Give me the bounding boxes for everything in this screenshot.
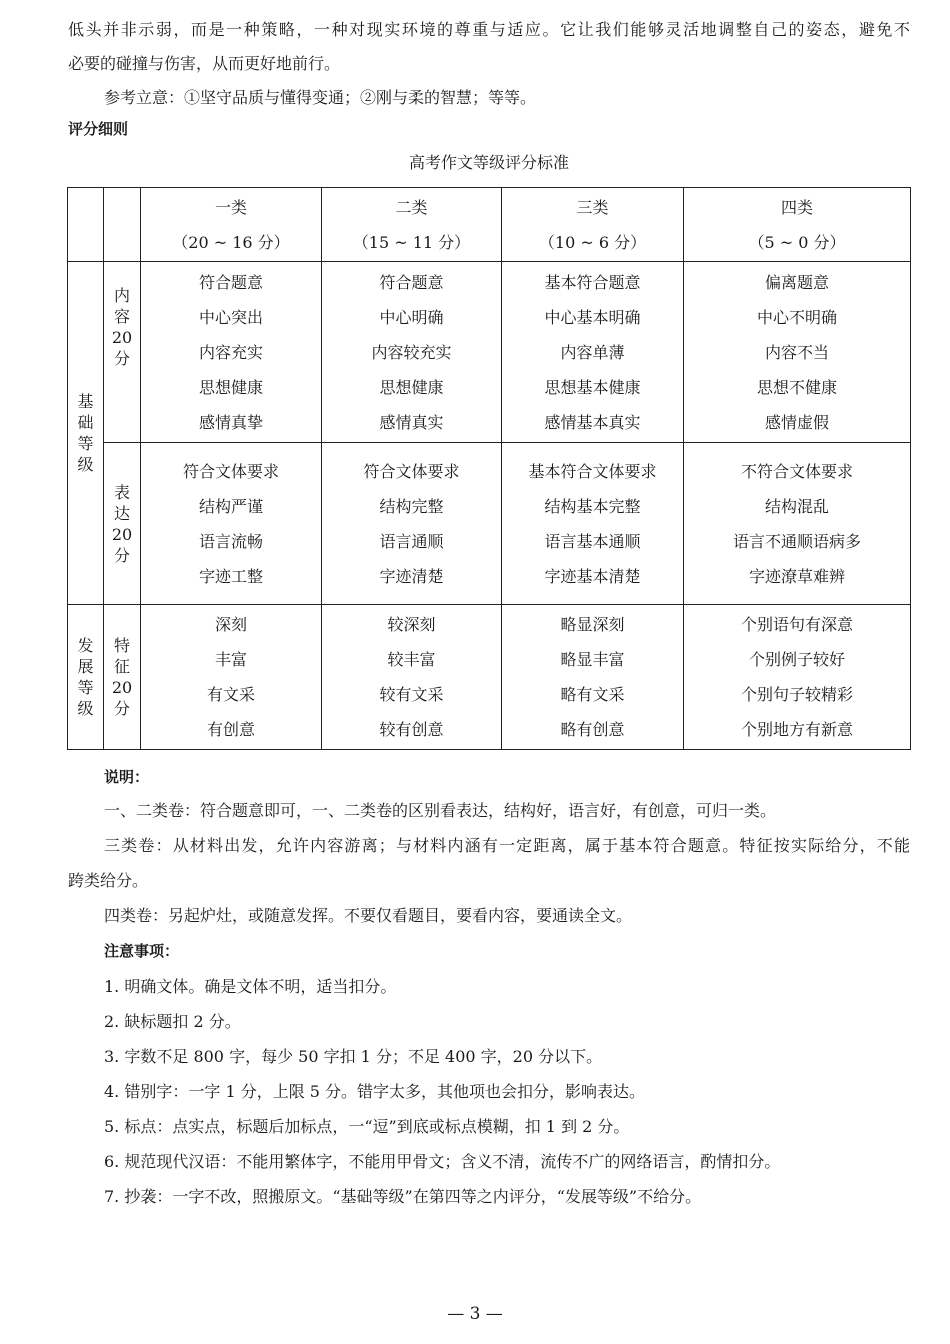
header-class-4: 四类 （5 ~ 0 分） — [684, 188, 911, 262]
header-class-1: 一类 （20 ~ 16 分） — [141, 188, 322, 262]
header-class-3: 三类 （10 ~ 6 分） — [502, 188, 684, 262]
note-class-3-line-2: 跨类给分。 — [68, 871, 149, 890]
header-blank-1 — [68, 188, 104, 262]
expression-class-1: 符合文体要求 结构严谨 语言流畅 字迹工整 — [141, 443, 322, 605]
caution-item-5: 5. 标点：点实点，标题后加标点，一“逗”到底或标点模糊，扣 1 到 2 分。 — [104, 1117, 630, 1136]
intro-line-1: 低头并非示弱，而是一种策略，一种对现实环境的尊重与适应。它让我们能够灵活地调整自己的姿态，避免不 — [68, 20, 910, 39]
group-development-level: 发 展 等 级 — [68, 605, 104, 750]
header-blank-2 — [104, 188, 141, 262]
header-class-2: 二类 （15 ~ 11 分） — [322, 188, 502, 262]
notes-heading: 说明： — [104, 768, 150, 786]
grading-table — [67, 187, 911, 750]
sub-feature: 特 征 20 分 — [104, 605, 141, 750]
expression-class-2: 符合文体要求 结构完整 语言通顺 字迹清楚 — [322, 443, 502, 605]
table-header-row — [68, 188, 911, 262]
sub-content: 内 容 20 分 — [104, 262, 141, 443]
expression-class-3: 基本符合文体要求 结构基本完整 语言基本通顺 字迹基本清楚 — [502, 443, 684, 605]
note-class-3-line-1: 三类卷：从材料出发，允许内容游离；与材料内涵有一定距离，属于基本符合题意。特征按实际给分，不能 — [104, 836, 910, 855]
reference-ideas: 参考立意：①坚守品质与懂得变通；②刚与柔的智慧；等等。 — [104, 88, 537, 107]
content-row — [68, 262, 911, 443]
group-basic-level: 基 础 等 级 — [68, 262, 104, 605]
caution-item-4: 4. 错别字：一字 1 分，上限 5 分。错字太多，其他项也会扣分，影响表达。 — [104, 1082, 646, 1101]
caution-item-2: 2. 缺标题扣 2 分。 — [104, 1012, 241, 1031]
expression-class-4: 不符合文体要求 结构混乱 语言不通顺语病多 字迹潦草难辨 — [684, 443, 911, 605]
content-class-4: 偏离题意 中心不明确 内容不当 思想不健康 感情虚假 — [684, 262, 911, 443]
caution-item-1: 1. 明确文体。确是文体不明，适当扣分。 — [104, 977, 397, 996]
cautions-heading: 注意事项： — [104, 942, 180, 960]
feature-class-1: 深刻 丰富 有文采 有创意 — [141, 605, 322, 750]
content-class-3: 基本符合题意 中心基本明确 内容单薄 思想基本健康 感情基本真实 — [502, 262, 684, 443]
expression-row — [68, 443, 911, 605]
feature-class-2: 较深刻 较丰富 较有文采 较有创意 — [322, 605, 502, 750]
content-class-1: 符合题意 中心突出 内容充实 思想健康 感情真挚 — [141, 262, 322, 443]
caution-item-6: 6. 规范现代汉语：不能用繁体字，不能用甲骨文；含义不清，流传不广的网络语言，酌情扣分。 — [104, 1152, 781, 1171]
intro-line-2: 必要的碰撞与伤害，从而更好地前行。 — [68, 54, 341, 73]
caution-item-7: 7. 抄袭：一字不改，照搬原文。“基础等级”在第四等之内评分，“发展等级”不给分。 — [104, 1187, 702, 1206]
page-number: — 3 — — [447, 1304, 503, 1324]
note-class-1-2: 一、二类卷：符合题意即可，一、二类卷的区别看表达，结构好，语言好，有创意，可归一类。 — [104, 801, 777, 820]
feature-class-3: 略显深刻 略显丰富 略有文采 略有创意 — [502, 605, 684, 750]
section-heading: 评分细则 — [68, 120, 129, 138]
sub-expression: 表 达 20 分 — [104, 443, 141, 605]
feature-row — [68, 605, 911, 750]
table-title: 高考作文等级评分标准 — [408, 153, 569, 172]
content-class-2: 符合题意 中心明确 内容较充实 思想健康 感情真实 — [322, 262, 502, 443]
note-class-4: 四类卷：另起炉灶，或随意发挥。不要仅看题目，要看内容，要通读全文。 — [104, 906, 633, 925]
feature-class-4: 个别语句有深意 个别例子较好 个别句子较精彩 个别地方有新意 — [684, 605, 911, 750]
caution-item-3: 3. 字数不足 800 字，每少 50 字扣 1 分；不足 400 字，20 分以下。 — [104, 1047, 603, 1066]
